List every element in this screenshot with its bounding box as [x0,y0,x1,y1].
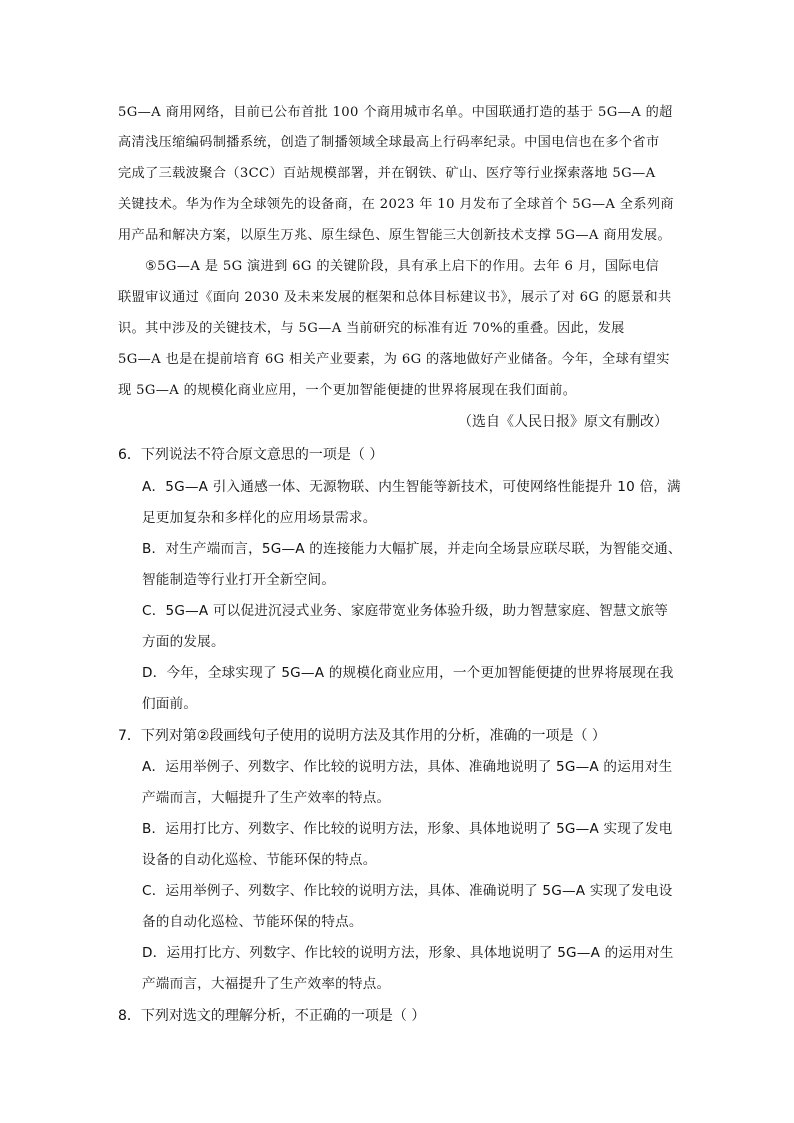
passage-line: 识。其中涉及的关键技术，与 5G—A 当前研究的标准有近 70%的重叠。因此，发展 [118,321,625,336]
q6-option-b: B．对生产端而言，5G—A 的连接能力大幅扩展，并走向全场景应联尽联，为智能交通、 [142,541,682,557]
question-6-stem: 6．下列说法不符合原文意思的一项是（ ） [118,447,384,463]
q7-option-d: D．运用打比方、列数字、作比较的说明方法，形象、具体地说明了 5G—A 的运用对生 [142,945,674,961]
q7-option-c-cont: 备的自动化巡检、节能环保的特点。 [142,914,363,930]
q6-option-a-cont: 足更加复杂和多样化的应用场景需求。 [142,510,377,526]
passage-line: 5G—A 也是在提前培育 6G 相关产业要素，为 6G 的落地做好产业储备。今年，全球有望实 [118,352,670,367]
q6-option-d: D．今年，全球实现了 5G—A 的规模化商业应用，一个更加智能便捷的世界将展现在我 [142,665,674,681]
passage-line: 联盟审议通过《面向 2030 及未来发展的框架和总体目标建议书》，展示了对 6G 的愿景和共 [118,290,672,305]
q6-option-c-cont: 方面的发展。 [142,634,225,650]
passage-line: 5G—A 商用网络，目前已公布首批 100 个商用城市名单。中国联通打造的基于 5G—A 的超 [118,105,673,120]
passage-line: 完成了三载波聚合（3CC）百站规模部署，并在钢铁、矿山、医疗等行业探索落地 5G—A [118,166,656,181]
passage-line: ⑤5G—A 是 5G 演进到 6G 的关键阶段，具有承上启下的作用。去年 6 月，国际电信 [145,259,660,274]
q7-option-a: A．运用举例子、列数字、作比较的说明方法，具体、准确地说明了 5G—A 的运用对生 [142,759,673,775]
source-citation: （选自《人民日报》原文有删改） [458,414,668,430]
passage-line: 关键技术。华为作为全球领先的设备商，在 2023 年 10 月发布了全球首个 5G—A 全系列商 [118,197,674,212]
passage-line: 高清浅压缩编码制播系统，创造了制播领域全球最高上行码率纪录。中国电信也在多个省市 [118,135,660,150]
question-8-stem: 8．下列对选文的理解分析，不正确的一项是（ ） [118,1008,426,1024]
passage-line: 用产品和解决方案，以原生万兆、原生绿色、原生智能三大创新技术支撑 5G—A 商用发展。 [118,228,672,243]
q7-option-c: C．运用举例子、列数字、作比较的说明方法，具体、准确说明了 5G—A 实现了发电设 [142,883,673,899]
q6-option-c: C．5G—A 可以促进沉浸式业务、家庭带宽业务体验升级，助力智慧家庭、智慧文旅等 [142,603,669,619]
q7-option-d-cont: 产端而言，大福提升了生产效率的特点。 [142,976,391,992]
q7-option-b-cont: 设备的自动化巡检、节能环保的特点。 [142,852,377,868]
q6-option-d-cont: 们面前。 [142,696,198,712]
question-7-stem: 7．下列对第②段画线句子使用的说明方法及其作用的分析，准确的一项是（ ） [118,728,606,744]
q6-option-a: A．5G—A 引入通感一体、无源物联、内生智能等新技术，可使网络性能提升 10 倍，满 [142,479,681,495]
q6-option-b-cont: 智能制造等行业打开全新空间。 [142,572,336,588]
q7-option-a-cont: 产端而言，大幅提升了生产效率的特点。 [142,790,391,806]
q7-option-b: B．运用打比方、列数字、作比较的说明方法，形象、具体地说明了 5G—A 实现了发电 [142,821,673,837]
passage-line: 现 5G—A 的规模化商业应用，一个更加智能便捷的世界将展现在我们面前。 [118,383,577,398]
